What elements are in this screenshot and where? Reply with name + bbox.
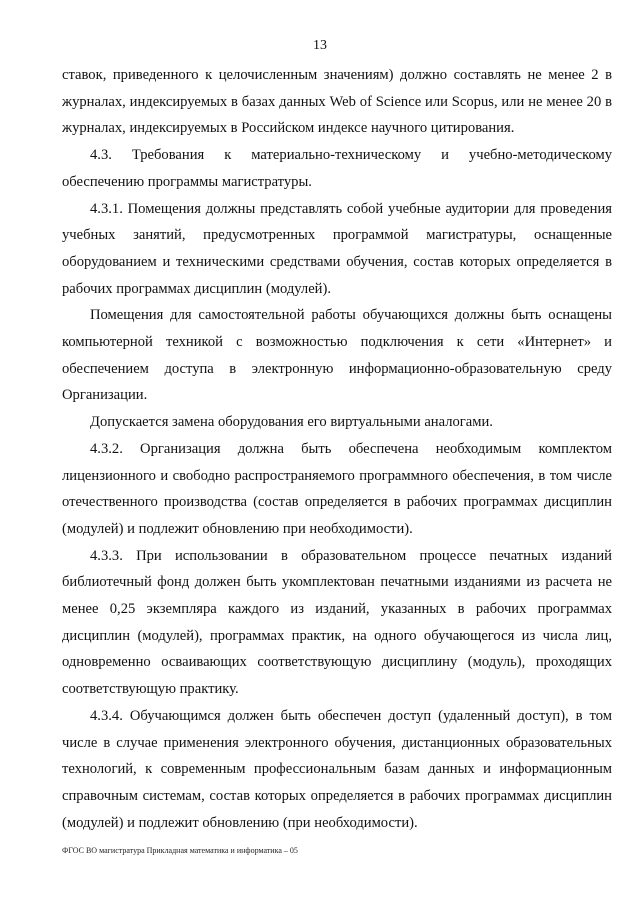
page-footer: ФГОС ВО магистратура Прикладная математика и информатика – 05 xyxy=(62,846,298,855)
paragraph-section-4-3-3: 4.3.3. При использовании в образовательном процессе печатных изданий библиотечный фонд должен быть укомплектован печатными изданиями из расчета не менее 0,25 экземпляра каждого из изданий, указанных в рабочих программах дисциплин (модулей), программах практик, на одного обучающегося из числа лиц, одновременно осваивающих соответствующую дисциплину (модуль), проходящих соответствующую практику. xyxy=(62,547,612,698)
paragraph-section-4-3-1: 4.3.1. Помещения должны представлять собой учебные аудитории для проведения учебных занятий, предусмотренных программой магистратуры, оснащенные оборудованием и техническими средствами обучения, состав которых определяется в рабочих программах дисциплин (модулей). xyxy=(62,200,612,297)
paragraph-continuation: ставок, приведенного к целочисленным значениям) должно составлять не менее 2 в журналах, индексируемых в базах данных Web of Science или Scopus, или не менее 20 в журналах, индексируемых в Российском индексе научного цитирования. xyxy=(62,67,612,137)
paragraph-virtual-analogs: Допускается замена оборудования его виртуальными аналогами. xyxy=(90,414,493,431)
paragraph-section-4-3-2: 4.3.2. Организация должна быть обеспечена необходимым комплектом лицензионного и свободно распространяемого программного обеспечения, в том числе отечественного производства (состав определяется в рабочих программах дисциплин (модулей) и подлежит обновлению при необходимости). xyxy=(62,440,612,537)
page-number: 13 xyxy=(313,38,327,53)
paragraph-self-study-rooms: Помещения для самостоятельной работы обучающихся должны быть оснащены компьютерной техникой с возможностью подключения к сети «Интернет» и обеспечением доступа в электронную информационно-образовательную среду Организации. xyxy=(62,307,612,404)
document-body xyxy=(62,62,612,836)
paragraph-section-4-3: 4.3. Требования к материально-техническому и учебно-методическому обеспечению программы магистратуры. xyxy=(62,147,612,190)
paragraph-section-4-3-4: 4.3.4. Обучающимся должен быть обеспечен доступ (удаленный доступ), в том числе в случае применения электронного обучения, дистанционных образовательных технологий, к современным профессиональным базам данных и информационным справочным системам, состав которых определяется в рабочих программах дисциплин (модулей) и подлежит обновлению (при необходимости). xyxy=(62,707,612,831)
